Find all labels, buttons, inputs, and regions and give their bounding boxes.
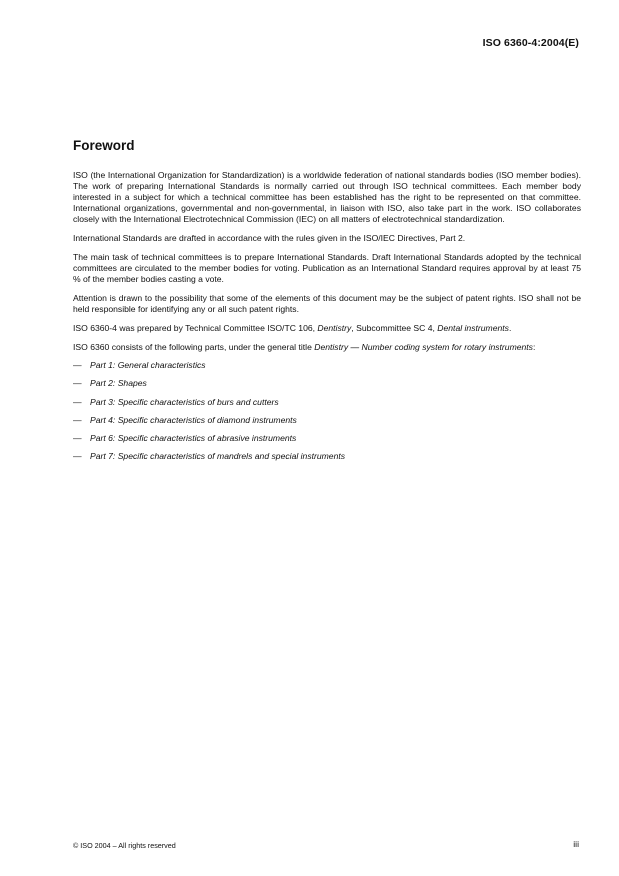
copyright-notice: © ISO 2004 – All rights reserved: [73, 841, 176, 850]
paragraph-patent-rights: Attention is drawn to the possibility that some of the elements of this document may be the subject of patent rights. ISO shall not be held responsible for identifying any or all such patent rights.: [73, 293, 581, 314]
list-item: [73, 397, 581, 408]
list-item: [73, 415, 581, 426]
foreword-body: [73, 170, 581, 470]
parts-intro-suffix: :: [532, 342, 536, 352]
prepared-by-middle: , Subcommittee SC 4,: [351, 323, 438, 333]
parts-intro-prefix: ISO 6360 consists of the following parts, under the general title: [73, 342, 315, 352]
part-title: Part 7: Specific characteristics of mandrels and special instruments: [90, 451, 346, 462]
list-dash: —: [73, 414, 82, 425]
list-dash: —: [73, 378, 82, 389]
general-title: Dentistry — Number coding system for rotary instruments: [314, 342, 533, 352]
section-title: Foreword: [73, 138, 135, 153]
prepared-by-suffix: .: [508, 323, 512, 333]
part-title: Part 3: Specific characteristics of burs and cutters: [90, 396, 279, 407]
list-item: [73, 451, 581, 462]
part-title: Part 2: Shapes: [90, 378, 147, 389]
prepared-by-prefix: ISO 6360-4 was prepared by Technical Committee ISO/TC 106,: [73, 323, 318, 333]
paragraph-committee-task: The main task of technical committees is to prepare International Standards. Draft International Standards adopted by the technical committees are circulated to the member bodies for voting. Publication as an International Standard requires approval by at least 75 % of the member bodies casting a vote.: [73, 252, 581, 284]
list-item: [73, 433, 581, 444]
page-number: iii: [573, 839, 579, 849]
part-title: Part 1: General characteristics: [90, 360, 206, 370]
committee-name: Dentistry: [317, 323, 352, 333]
list-dash: —: [73, 451, 82, 462]
list-item: [73, 378, 581, 389]
paragraph-iso-overview: ISO (the International Organization for Standardization) is a worldwide federation of national standards bodies (ISO member bodies). The work of preparing International Standards is normally carried out through ISO technical committees. Each member body interested in a subject for which a technical committee has been established has the right to be represented on that committee. International organizations, governmental and non-governmental, in liaison with ISO, also take part in the work. ISO collaborates closely with the International Electrotechnical Commission (IEC) on all matters of electrotechnical standardization.: [73, 170, 581, 224]
part-title: Part 4: Specific characteristics of diamond instruments: [90, 414, 297, 425]
part-title: Part 6: Specific characteristics of abrasive instruments: [90, 433, 297, 444]
document-identifier: ISO 6360-4:2004(E): [482, 37, 579, 49]
list-dash: —: [73, 396, 82, 407]
list-dash: —: [73, 433, 82, 444]
parts-list: [73, 360, 581, 462]
paragraph-prepared-by: [73, 323, 581, 334]
paragraph-parts-intro: [73, 342, 581, 353]
list-item: [73, 360, 581, 371]
subcommittee-name: Dental instruments: [437, 323, 509, 333]
list-dash: —: [73, 360, 82, 370]
paragraph-directives: International Standards are drafted in accordance with the rules given in the ISO/IEC Directives, Part 2.: [73, 233, 466, 243]
